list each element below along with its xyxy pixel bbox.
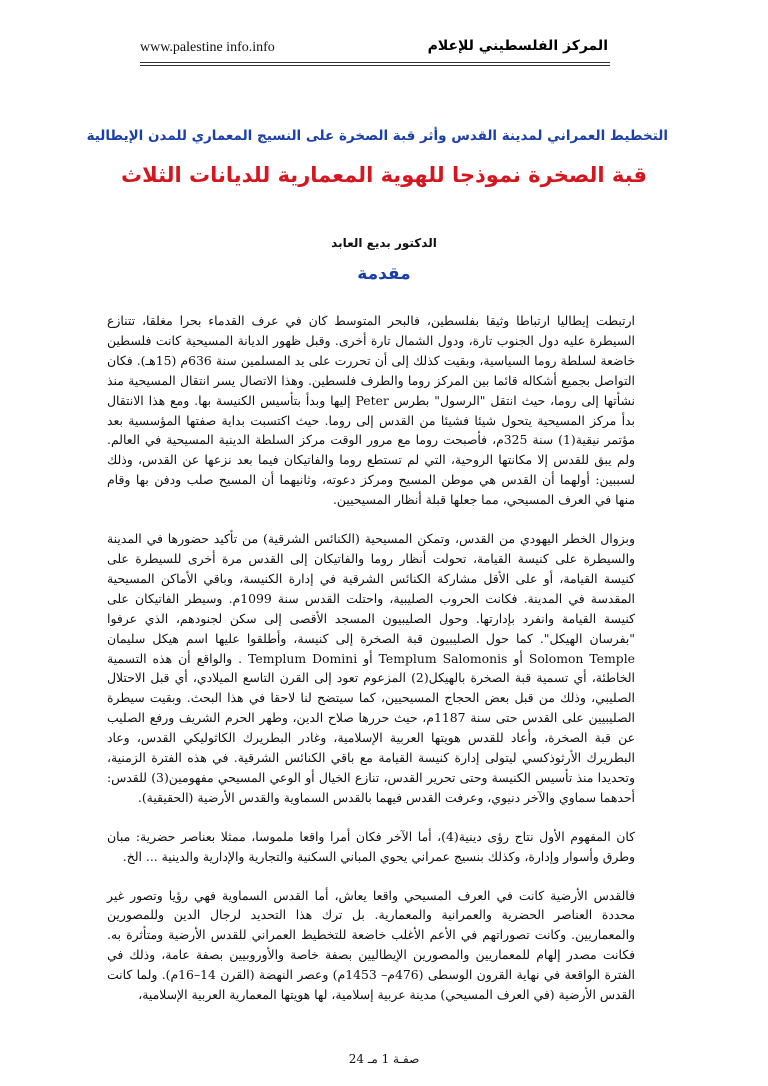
paragraph: ارتبطت إيطاليا ارتباطا وثيقا بفلسطين، فالبحر المتوسط كان في عرف القدماء بحرا مغلقا، تتنازع السيطرة عليه دول الجنوب تارة، ودول الشمال تارة أخرى. وقبل ظهور الديانة المسيحية كانت فلسطين خاضعة لسلطة روما السياسية، وبقيت كذلك إلى أن تحررت على يد المسلمين سنة 636م (15هـ). فكان التواصل بجميع أشكاله قائما بين المركز روما والطرف فلسطين. وهذا الاتصال يسر انتقال المسيحية منذ نشأتها إلى روما، حيث انتقل "الرسول" بطرس Peter إليها وبدأ بتأسيس الكنيسة بها. ومع هذا الانتقال بدأ مركز المسيحية يتحول شيئا فشيئا من القدس إلى روما. حيث اكتسبت بداية صفتها المؤسسية بعد مؤتمر نيقية(1) سنة 325م، فأصبحت روما مع مرور الوقت مركز السلطة الدينية المسيحية في العالم. ولم يبق للقدس إلا مكانتها الروحية، التي لم تستطع روما والفاتيكان فيما بعد نزعها عن القدس، وذلك لسببين: أولهما أن القدس هي موطن المسيح ومركز دعوته، وثانيهما أن المسيح صلب ودفن بها وقام منها في العرف المسيحي، مما جعلها قبلة أنظار المسيحيين. xyxy=(107,313,635,508)
website-url[interactable]: www.palestine info.info xyxy=(140,40,275,55)
section-heading: مقدمة xyxy=(357,264,411,284)
document-subtitle: التخطيط العمراني لمدينة القدس وأثر قبة الصخرة على النسيج المعماري للمدن الإيطالية xyxy=(86,128,668,144)
header-divider xyxy=(140,62,610,66)
organization-logo-text: المركز الفلسطيني للإعلام xyxy=(427,38,608,54)
page-header xyxy=(140,38,608,64)
paragraph: فالقدس الأرضية كانت في العرف المسيحي واقعا يعاش، أما القدس السماوية فهي رؤيا وتصور غير محددة العناصر الحضرية والعمرانية والمعمارية. بل ترك هذا التحديد لرجال الدين وللمصورين والمعماريين. وكانت تصوراتهم في الأعم الأغلب خاضعة للتخطيط العمراني للقدس الأرضية ومتأثرة به. فكانت مصدر إلهام للمعماريين والمصورين الإيطاليين بصفة خاصة والأوروبيين بصفة عامة، وذلك في الفترة الواقعة في نهاية القرون الوسطى (476م– 1453م) وعصر النهضة (القرن 14–16م). ولما كانت القدس الأرضية (في العرف المسيحي) مدينة عربية إسلامية، لها هويتها المعمارية العربية الإسلامية، xyxy=(107,887,635,1003)
body-text xyxy=(107,311,635,1005)
paragraph: كان المفهوم الأول نتاج رؤى دينية(4)، أما الآخر فكان أمرا واقعا ملموسا، ممثلا بعناصر حضرية: مبان وطرق وأسوار وإدارة، وكذلك بنسيج عمراني يحوي المباني السكنية والتجارية والإدارية والدينية ... الخ. xyxy=(107,828,635,864)
author-name: الدكتور بديع العابد xyxy=(331,236,437,250)
paragraph: وبزوال الخطر اليهودي من القدس، وتمكن المسيحية (الكنائس الشرقية) من تأكيد حضورها في المدينة والسيطرة على كنيسة القيامة، تحولت أنظار روما والفاتيكان إلى القدس مرة أخرى للسيطرة على كنيسة القيامة، أو على الأقل مشاركة الكنائس الشرقية في إدارة الكنيسة، وباقي الأماكن المسيحية المقدسة في المدينة. فكانت الحروب الصليبية، واحتلت القدس سنة 1099م. وسيطر الفاتيكان على كنيسة القيامة وانفرد بإدارتها. وحول الصليبيون المسجد الأقصى إلى سكن لجنودهم، الذي عرفوا "بفرسان الهيكل". كما حول الصليبيون قبة الصخرة إلى كنيسة، وأطلقوا عليها اسم هيكل سليمان Solomon Temple أو Templum Salomonis أو Templum Domini . والواقع أن هذه التسمية الخاطئة، أي تسمية قبة الصخرة بالهيكل(2) المزعوم تعود إلى القرن التاسع الميلادي، أي قبل الاحتلال الصليبي، وذلك من قبل بعض الحجاج المسيحيين، كما سيتضح لنا لاحقا في هذا البحث. وبقيت سيطرة الصليبيين على القدس حتى سنة 1187م، حيث حررها صلاح الدين، وطهر الحرم الشريف ورفع الصليب عن قبة الصخرة، وأعاد للقدس هويتها العربية الإسلامية، وغادر البطريرك الكاثوليكي القدس، وعاد البطريرك الأرثوذكسي ليتولى إدارة كنيسة القيامة مع باقي الكنائس الشرقية. في هذه الفترة الزمنية، وتحديدا منذ تأسيس الكنيسة وحتى تحرير القدس، تنازع الخيال أو الوعي المسيحي مفهومين(3) للقدس: أحدهما سماوي والآخر دنيوي، وعرفت القدس فيهما بالقدس السماوية والقدس الأرضية (الحقيقية). xyxy=(107,531,635,805)
document-title: قبة الصخرة نموذجا للهوية المعمارية للديانات الثلاث xyxy=(121,163,647,187)
page-number: صفـة 1 مـ 24 xyxy=(348,1052,420,1066)
